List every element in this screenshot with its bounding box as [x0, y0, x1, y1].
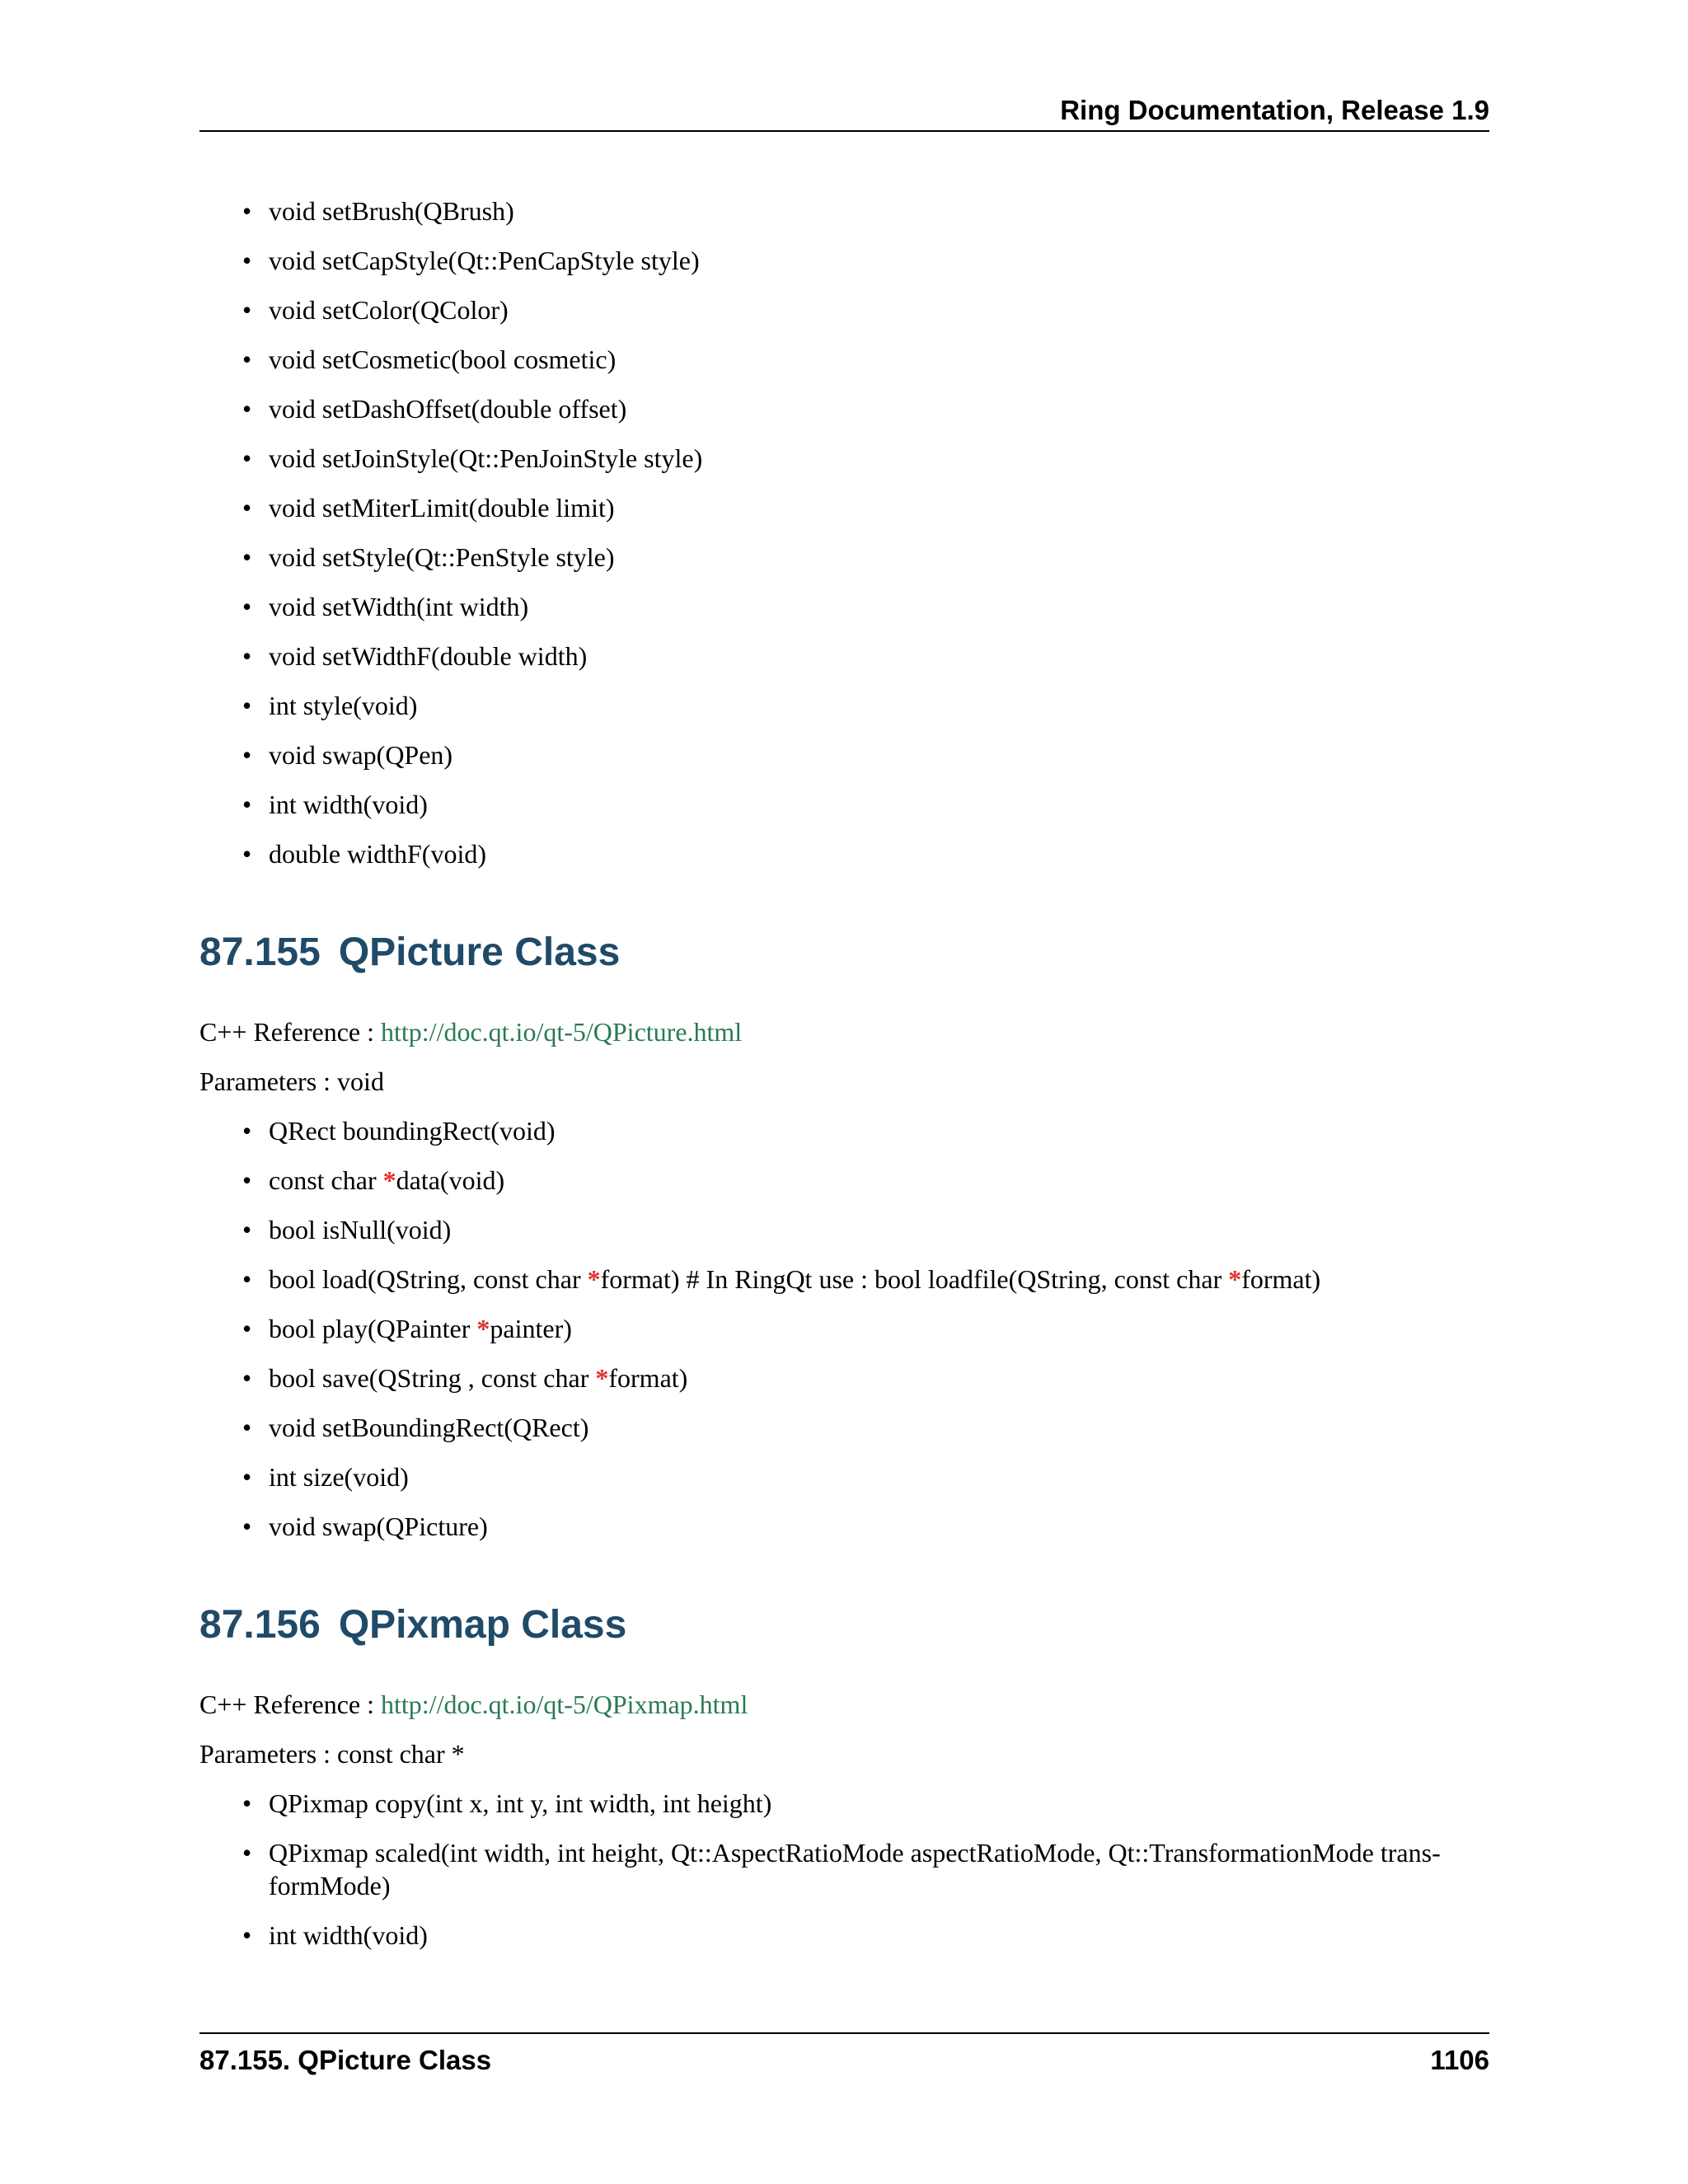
method-signature: void swap(QPicture) [269, 1511, 488, 1541]
method-signature-rest: format) # In RingQt use : bool loadfile(QString, const char [600, 1264, 1229, 1294]
method-signature: int width(void) [269, 1920, 428, 1950]
method-signature-rest: data(void) [396, 1165, 505, 1195]
bullet-icon: • [242, 295, 252, 325]
bullet-icon: • [242, 1462, 252, 1492]
cpp-reference [199, 1688, 1489, 1721]
section-title: QPicture Class [338, 930, 621, 974]
bullet-icon: • [242, 246, 252, 275]
list-item [242, 1164, 1489, 1197]
method-signature: void setWidthF(double width) [269, 641, 588, 671]
bullet-icon: • [242, 1920, 252, 1950]
bullet-icon: • [242, 641, 252, 671]
method-signature: void setMiterLimit(double limit) [269, 493, 615, 523]
pointer-star: * [1228, 1264, 1242, 1294]
bullet-icon: • [242, 1413, 252, 1442]
list-item [242, 541, 1489, 574]
bullet-icon: • [242, 691, 252, 720]
bullet-icon: • [242, 1838, 252, 1868]
qpen-method-list [199, 194, 1489, 870]
bullet-icon: • [242, 1215, 252, 1244]
method-signature: void setJoinStyle(Qt::PenJoinStyle style) [269, 443, 703, 473]
list-item [242, 343, 1489, 376]
pointer-star: * [587, 1264, 601, 1294]
reference-link[interactable]: http://doc.qt.io/qt-5/QPixmap.html [381, 1690, 748, 1719]
list-item [242, 689, 1489, 722]
bullet-icon: • [242, 542, 252, 572]
method-signature: void setStyle(Qt::PenStyle style) [269, 542, 615, 572]
footer-section: 87.155. QPicture Class [199, 2045, 492, 2075]
header-title: Ring Documentation, Release 1.9 [1060, 95, 1489, 125]
method-signature-rest: painter) [490, 1314, 572, 1343]
method-signature-rest: format) [608, 1363, 688, 1393]
page-number: 1106 [1430, 2045, 1489, 2075]
method-signature: void setColor(QColor) [269, 295, 509, 325]
method-signature: void setDashOffset(double offset) [269, 394, 627, 424]
method-signature: QPixmap scaled(int width, int height, Qt::AspectRatioMode aspectRatioMode, Qt::TransformationMode trans-formMode) [269, 1838, 1441, 1900]
method-signature: bool load(QString, const char [269, 1264, 588, 1294]
list-item [242, 1787, 1489, 1820]
method-signature: const char [269, 1165, 383, 1195]
method-signature-rest: format) [1241, 1264, 1321, 1294]
parameters-line: Parameters : const char * [199, 1739, 465, 1769]
method-signature: int size(void) [269, 1462, 409, 1492]
method-signature: QPixmap copy(int x, int y, int width, int height) [269, 1788, 772, 1818]
list-item [242, 1114, 1489, 1147]
bullet-icon: • [242, 1788, 252, 1818]
list-item [242, 1836, 1489, 1902]
list-item [242, 640, 1489, 673]
bullet-icon: • [242, 1511, 252, 1541]
list-item [242, 1213, 1489, 1246]
parameters-line: Parameters : void [199, 1066, 384, 1096]
cpp-reference [199, 1015, 1489, 1048]
bullet-icon: • [242, 1116, 252, 1146]
list-item [242, 788, 1489, 821]
section-heading-qpixmap [199, 1601, 1489, 1650]
list-item [242, 1361, 1489, 1394]
list-item [242, 491, 1489, 524]
running-header [199, 91, 1489, 132]
method-signature: void setWidth(int width) [269, 592, 529, 621]
list-item [242, 244, 1489, 277]
list-item [242, 293, 1489, 326]
method-signature: double widthF(void) [269, 839, 486, 869]
bullet-icon: • [242, 839, 252, 869]
list-item [242, 442, 1489, 475]
list-item [242, 590, 1489, 623]
pointer-star: * [476, 1314, 490, 1343]
pointer-star: * [595, 1363, 609, 1393]
bullet-icon: • [242, 592, 252, 621]
method-signature: bool save(QString , const char [269, 1363, 596, 1393]
section-heading-qpicture [199, 928, 1489, 977]
document-page [199, 0, 1489, 2184]
bullet-icon: • [242, 1165, 252, 1195]
section-number: 87.156 [199, 1603, 321, 1647]
bullet-icon: • [242, 1264, 252, 1294]
reference-label: C++ Reference : [199, 1690, 381, 1719]
bullet-icon: • [242, 196, 252, 226]
method-signature: void setBrush(QBrush) [269, 196, 514, 226]
page-content [199, 194, 1489, 1968]
list-item [242, 1263, 1489, 1296]
bullet-icon: • [242, 344, 252, 374]
bullet-icon: • [242, 394, 252, 424]
method-signature: void setCapStyle(Qt::PenCapStyle style) [269, 246, 700, 275]
list-item [242, 837, 1489, 870]
qpicture-method-list [199, 1114, 1489, 1543]
qpixmap-method-list [199, 1787, 1489, 1952]
section-number: 87.155 [199, 930, 321, 974]
method-signature: int width(void) [269, 790, 428, 819]
section-title: QPixmap Class [338, 1603, 627, 1647]
method-signature: int style(void) [269, 691, 418, 720]
bullet-icon: • [242, 1314, 252, 1343]
method-signature: QRect boundingRect(void) [269, 1116, 556, 1146]
list-item [242, 1411, 1489, 1444]
list-item [242, 738, 1489, 771]
bullet-icon: • [242, 1363, 252, 1393]
list-item [242, 1312, 1489, 1345]
bullet-icon: • [242, 740, 252, 770]
method-signature: void swap(QPen) [269, 740, 453, 770]
reference-label: C++ Reference : [199, 1017, 381, 1047]
bullet-icon: • [242, 443, 252, 473]
list-item [242, 194, 1489, 227]
method-signature: void setBoundingRect(QRect) [269, 1413, 589, 1442]
bullet-icon: • [242, 790, 252, 819]
method-signature: bool play(QPainter [269, 1314, 477, 1343]
bullet-icon: • [242, 493, 252, 523]
pointer-star: * [382, 1165, 396, 1195]
reference-link[interactable]: http://doc.qt.io/qt-5/QPicture.html [381, 1017, 743, 1047]
method-signature: bool isNull(void) [269, 1215, 452, 1244]
list-item [242, 1510, 1489, 1543]
list-item [242, 1919, 1489, 1952]
list-item [242, 392, 1489, 425]
method-signature: void setCosmetic(bool cosmetic) [269, 344, 617, 374]
list-item [242, 1460, 1489, 1493]
running-footer [199, 2032, 1489, 2079]
